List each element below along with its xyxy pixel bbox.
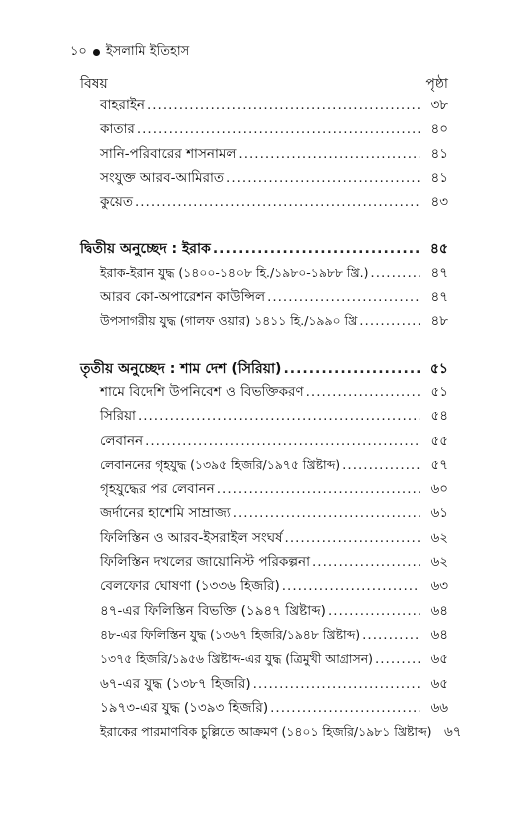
toc-entry — [80, 527, 448, 551]
toc-entry — [80, 478, 448, 502]
entry-page-number: ৬৩ — [430, 578, 448, 595]
page-column-heading: পৃষ্ঠা — [425, 76, 448, 92]
toc-entry — [80, 191, 448, 215]
toc-entry — [80, 405, 448, 429]
toc-entry — [80, 575, 448, 599]
entry-title: ৪৮-এর ফিলিস্তিন যুদ্ধ (১৩৬৭ হিজরি/১৯৪৮ খ্রিষ্টাব্দ) — [100, 626, 361, 642]
entry-page-number: ৫৭ — [430, 456, 448, 473]
entry-page-number: ৬৬ — [430, 699, 448, 716]
dot-leader — [253, 676, 420, 692]
dot-leader — [285, 530, 420, 546]
entry-page-number: ৫৪ — [430, 408, 448, 425]
entry-title: ফিলিস্তিন দখলের জায়োনিস্ট পরিকল্পনা — [100, 554, 310, 571]
entry-title: বেলফোর ঘোষণা (১৩৩৬ হিজরি) — [100, 578, 280, 595]
entry-page-number: ৪৭ — [430, 264, 448, 281]
entry-page-number: ৪১ — [430, 145, 448, 162]
dot-leader — [312, 554, 420, 570]
dot-leader — [375, 651, 420, 667]
toc-entry — [80, 430, 448, 454]
dot-leader — [282, 578, 420, 594]
dot-leader — [306, 384, 420, 400]
entry-page-number: ৫১ — [429, 360, 448, 377]
dot-leader — [147, 97, 420, 113]
entry-title: উপসাগরীয় যুদ্ধ (গালফ ওয়ার) ১৪১১ হি./১৯৯০ খ্রি — [100, 313, 358, 329]
entry-title: লেবানন — [100, 432, 144, 449]
entry-title: কাতার — [100, 121, 135, 138]
entry-title: ১৯৭৩-এর যুদ্ধ (১৩৯৩ হিজরি) — [100, 699, 269, 716]
entry-title: ফিলিস্তিন ও আরব-ইসরাইল সংঘর্ষ — [100, 529, 283, 546]
entry-title: আরব কো-অপারেশন কাউন্সিল — [100, 289, 266, 306]
entry-title: সানি-পরিবারের শাসনামল — [100, 145, 237, 162]
entry-page-number: ৫১ — [430, 383, 448, 400]
dot-leader — [359, 313, 420, 329]
entry-title: সিরিয়া — [100, 408, 136, 425]
entry-title: গৃহযুদ্ধের পর লেবানন — [100, 481, 215, 498]
toc-entry — [80, 624, 448, 648]
toc-entry — [80, 310, 448, 334]
entry-page-number: ৪৮ — [430, 313, 448, 330]
dot-leader — [270, 700, 420, 716]
toc-section — [80, 94, 448, 215]
dot-leader — [362, 627, 420, 643]
dot-leader — [328, 603, 420, 619]
subject-column-heading: বিষয় — [80, 76, 108, 92]
toc-entry — [80, 600, 448, 624]
dot-leader — [370, 265, 420, 281]
toc-entry — [80, 454, 448, 478]
dot-leader — [138, 408, 420, 424]
toc-entry — [80, 167, 448, 191]
entry-page-number: ৪০ — [430, 121, 448, 138]
entry-page-number: ৬৪ — [430, 626, 448, 643]
entry-page-number: ৬৭ — [443, 724, 462, 741]
toc-entry — [80, 721, 462, 745]
toc-section-heading — [80, 237, 448, 261]
dot-leader — [283, 361, 420, 377]
toc-entry — [80, 143, 448, 167]
entry-title: তৃতীয় অনুচ্ছেদ : শাম দেশ (সিরিয়া) — [80, 360, 282, 377]
dot-leader — [137, 121, 420, 137]
entry-page-number: ৬০ — [430, 481, 448, 498]
entry-page-number: ৪৩ — [430, 194, 448, 211]
entry-page-number: ৬৪ — [430, 602, 448, 619]
toc-entry — [80, 94, 448, 118]
dot-leader — [145, 433, 420, 449]
entry-page-number: ৪৭ — [430, 289, 448, 306]
page-number: ১০ — [70, 44, 87, 59]
dot-leader — [233, 505, 420, 521]
toc-entry — [80, 502, 448, 526]
table-of-contents — [80, 94, 462, 767]
entry-page-number: ৪১ — [430, 169, 448, 186]
toc-section — [80, 357, 462, 746]
dot-leader — [238, 146, 420, 162]
entry-page-number: ৬১ — [430, 505, 448, 522]
dot-leader — [217, 481, 420, 497]
toc-entry — [80, 262, 448, 286]
entry-title: শামে বিদেশি উপনিবেশ ও বিভক্তিকরণ — [100, 383, 304, 400]
entry-title: ইরাক-ইরান যুদ্ধ (১৪০০-১৪০৮ হি./১৯৮০-১৯৮৮ খ্রি.) — [100, 264, 369, 280]
toc-entry — [80, 697, 448, 721]
toc-section — [80, 237, 448, 334]
entry-title: দ্বিতীয় অনুচ্ছেদ : ইরাক — [80, 241, 211, 258]
toc-entry — [80, 286, 448, 310]
dot-leader — [226, 170, 420, 186]
entry-page-number: ৬৫ — [430, 651, 448, 668]
entry-page-number: ৬২ — [430, 554, 448, 571]
dot-leader — [267, 289, 420, 305]
dot-leader — [213, 241, 420, 257]
entry-title: লেবাননের গৃহযুদ্ধ (১৩৯৫ হিজরি/১৯৭৫ খ্রিষ্টাব্দ) — [100, 456, 341, 472]
entry-page-number: ৪৫ — [429, 241, 448, 258]
toc-entry — [80, 118, 448, 142]
entry-title: জর্দানের হাশেমি সাম্রাজ্য — [100, 505, 231, 522]
toc-entry — [80, 551, 448, 575]
book-title: ইসলামি ইতিহাস — [105, 44, 190, 59]
bullet-icon — [93, 49, 100, 56]
entry-title: ৬৭-এর যুদ্ধ (১৩৮৭ হিজরি) — [100, 675, 251, 692]
dot-leader — [135, 194, 420, 210]
entry-title: ৪৭-এর ফিলিস্তিন বিভক্তি (১৯৪৭ খ্রিষ্টাব্দ) — [100, 602, 326, 619]
toc-section-heading — [80, 357, 448, 381]
toc-entry — [80, 648, 448, 672]
entry-title: বাহরাইন — [100, 97, 145, 113]
entry-title: সংযুক্ত আরব-আমিরাত — [100, 169, 225, 186]
dot-leader — [342, 457, 420, 473]
entry-title: ১৩৭৫ হিজরি/১৯৫৬ খ্রিষ্টাব্দ-এর যুদ্ধ (ত্রিমুখী আগ্রাসন) — [100, 651, 373, 667]
entry-page-number: ৫৫ — [430, 432, 448, 449]
entry-page-number: ৬২ — [430, 529, 448, 546]
running-head — [70, 42, 189, 63]
toc-entry — [80, 381, 448, 405]
entry-title: ইরাকের পারমাণবিক চুল্লিতে আক্রমণ (১৪০১ হিজরি/১৯৮১ খ্রিষ্টাব্দ) — [100, 724, 432, 740]
entry-page-number: ৬৫ — [430, 675, 448, 692]
toc-entry — [80, 673, 448, 697]
entry-title: কুয়েত — [100, 194, 133, 211]
entry-page-number: ৩৮ — [430, 97, 448, 113]
